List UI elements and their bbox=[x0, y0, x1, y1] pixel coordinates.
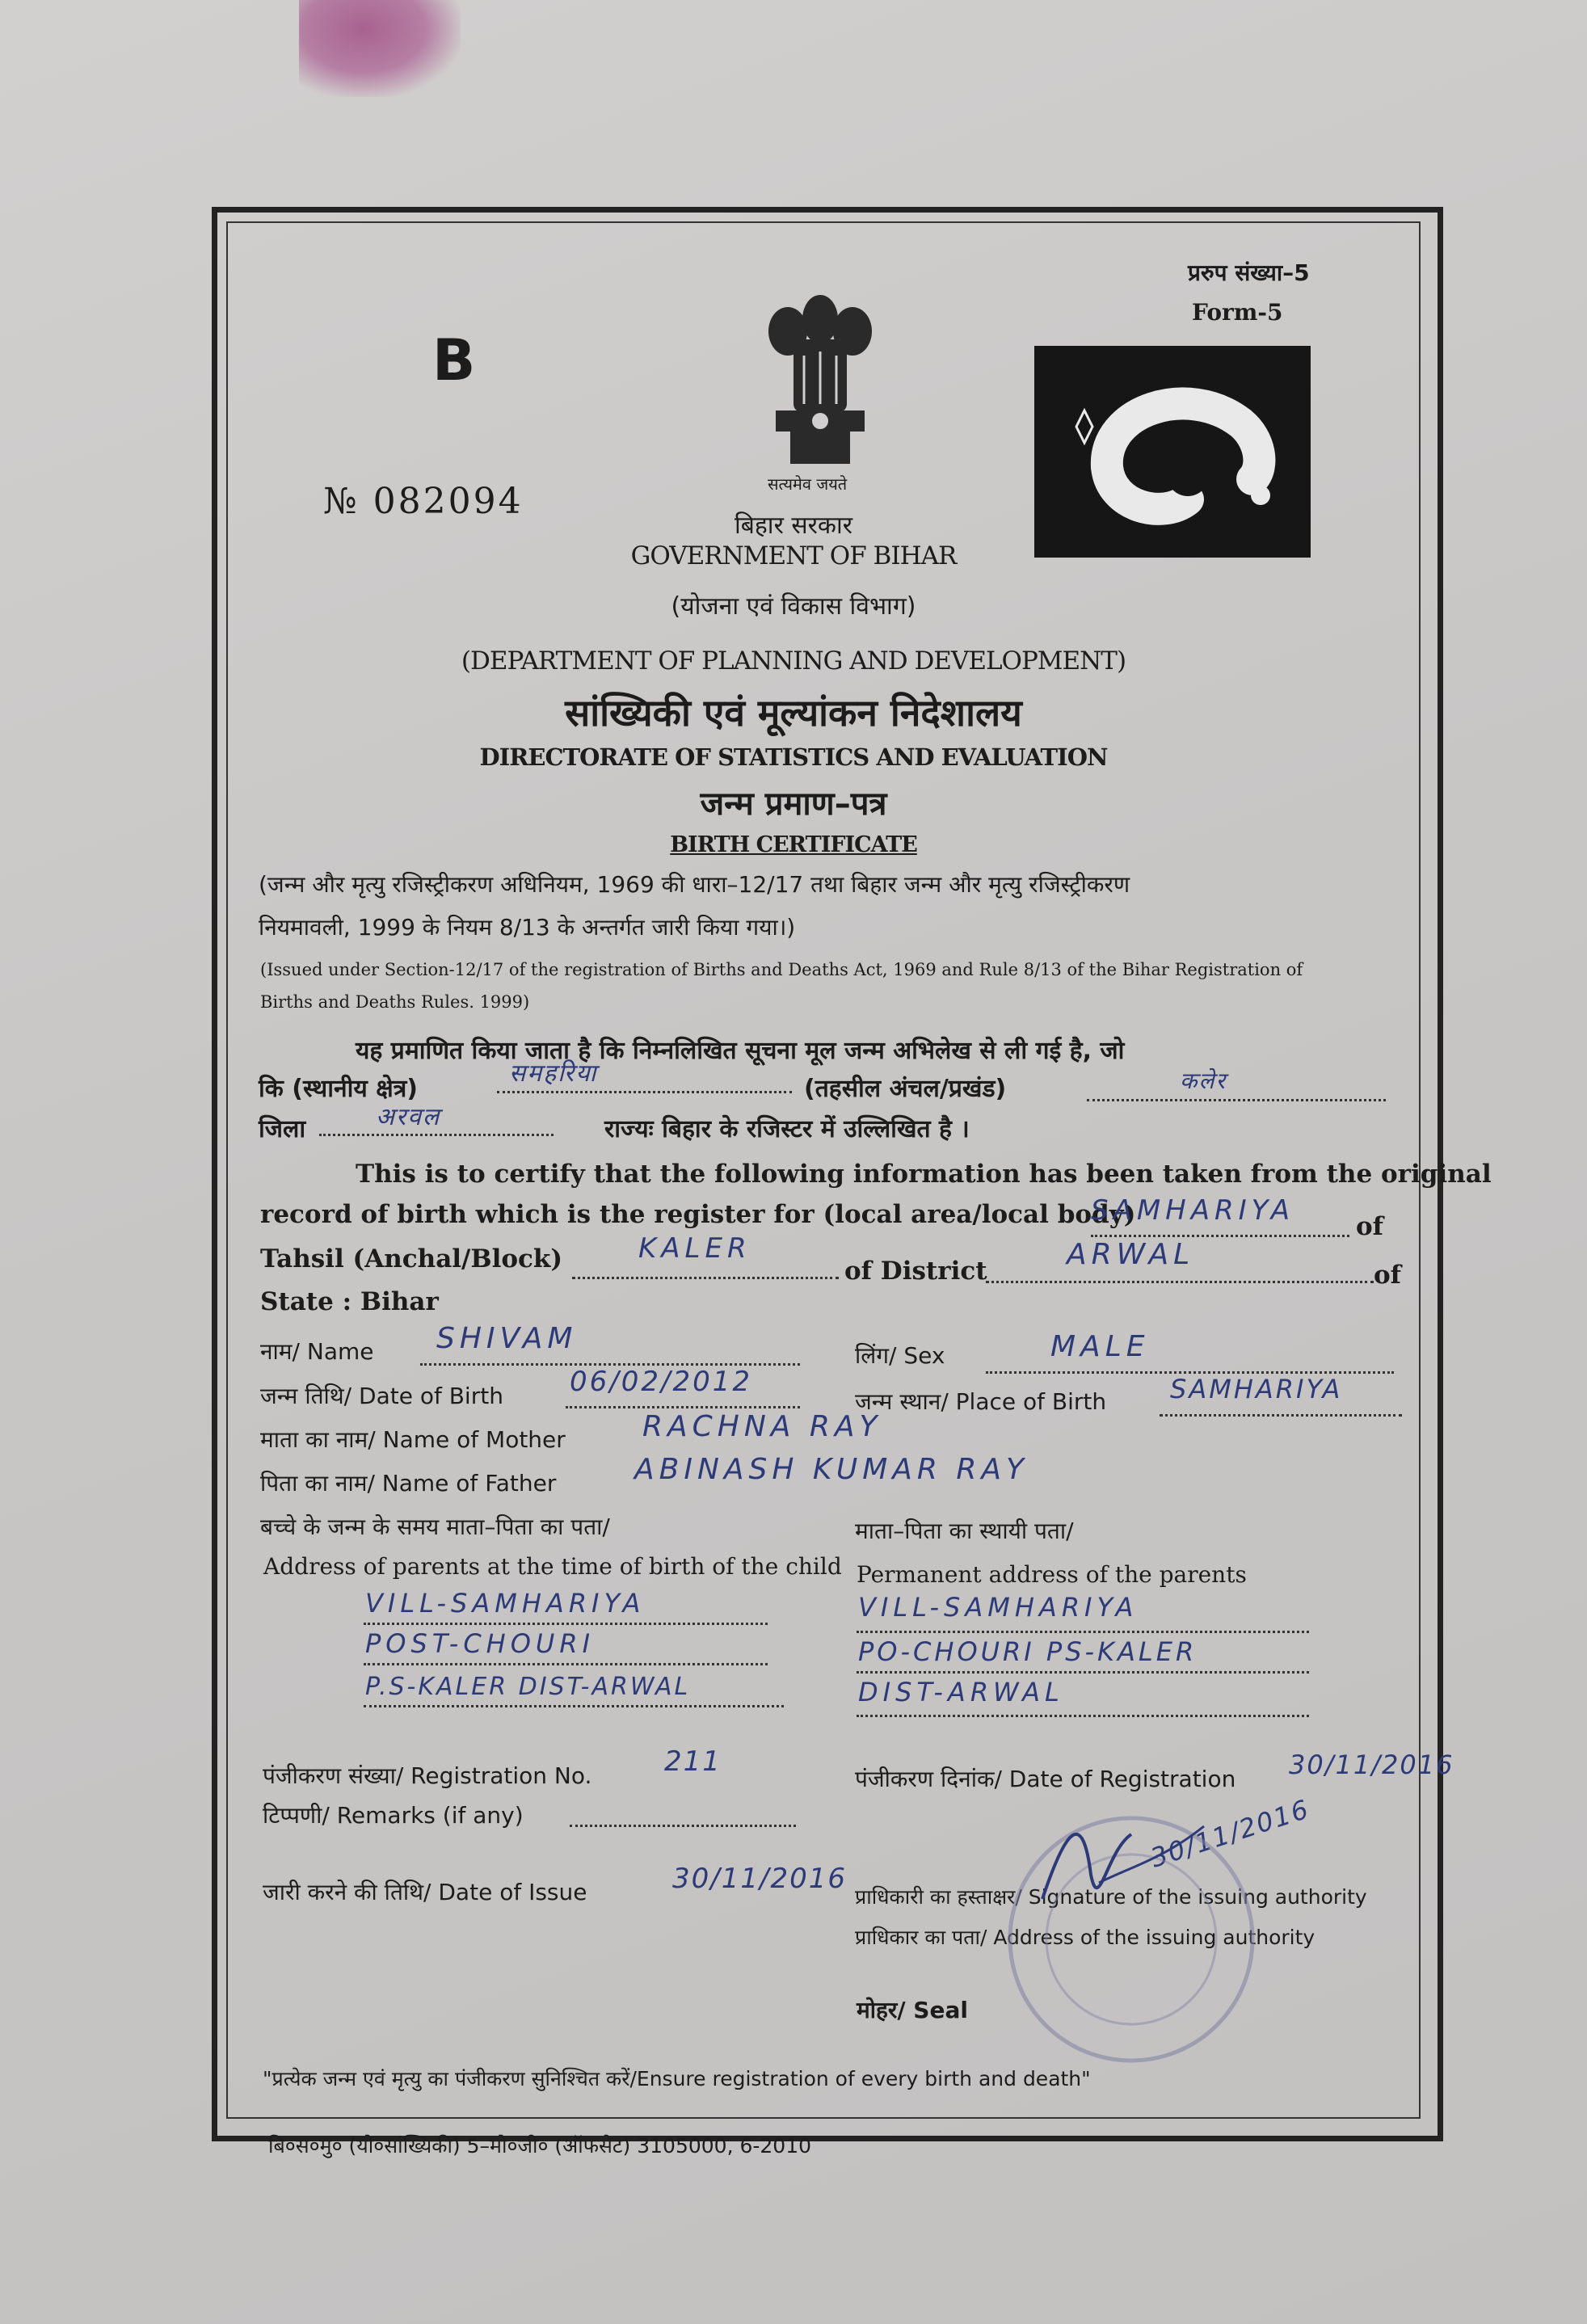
authority-address-label: प्राधिकार का पता/ Address of the issuing authority bbox=[855, 1926, 1315, 1949]
block-label: Tahsil (Anchal/Block) bbox=[260, 1244, 563, 1274]
act-text-hindi-line1: (जन्म और मृत्यु रजिस्ट्रीकरण अधिनियम, 1969 की धारा–12/17 तथा बिहार जन्म और मृत्यु रजिस्ट्रीकरण bbox=[259, 871, 1130, 898]
pob-value: SAMHARIYA bbox=[1170, 1374, 1343, 1404]
certify-english-line3-suffix: of bbox=[1374, 1261, 1402, 1290]
footer-note: "प्रत्येक जन्म एवं मृत्यु का पंजीकरण सुनिश्चित करें/Ensure registration of every birth and death" bbox=[263, 2067, 1091, 2090]
district-value: ARWAL bbox=[1067, 1238, 1195, 1271]
address-permanent-label: Permanent address of the parents bbox=[857, 1561, 1247, 1588]
registration-date-label: पंजीकरण दिनांक/ Date of Registration bbox=[855, 1766, 1236, 1792]
sex-value: MALE bbox=[1050, 1330, 1150, 1363]
certificate-title-hindi: जन्म प्रमाण–पत्र bbox=[700, 785, 887, 823]
signature-label: प्राधिकारी का हस्ताक्षर/ Signature of the issuing authority bbox=[855, 1885, 1367, 1909]
pob-line bbox=[1160, 1414, 1402, 1417]
district-hindi-label: जिला bbox=[259, 1115, 306, 1143]
address-permanent-rule1 bbox=[857, 1631, 1309, 1633]
address-birth-label-hindi: बच्चे के जन्म के समय माता–पिता का पता/ bbox=[260, 1514, 610, 1540]
mother-label: माता का नाम/ Name of Mother bbox=[260, 1426, 566, 1453]
address-birth-label: Address of parents at the time of birth of the child bbox=[263, 1553, 842, 1580]
department-title: (DEPARTMENT OF PLANNING AND DEVELOPMENT) bbox=[461, 646, 1126, 676]
remarks-line bbox=[570, 1825, 796, 1827]
series-letter: B bbox=[432, 327, 476, 394]
certify-english-line2-suffix: of bbox=[1356, 1212, 1384, 1241]
local-area-hindi-value: समहरिया bbox=[509, 1059, 598, 1088]
issue-date-value: 30/11/2016 bbox=[672, 1863, 847, 1895]
local-area-hindi-line bbox=[497, 1091, 792, 1093]
dob-value: 06/02/2012 bbox=[570, 1366, 752, 1398]
address-birth-rule2 bbox=[364, 1663, 768, 1665]
name-label: नाम/ Name bbox=[260, 1338, 374, 1365]
certify-hindi-line1: यह प्रमाणित किया जाता है कि निम्नलिखित सूचना मूल जन्म अभिलेख से ली गई है, जो bbox=[356, 1037, 1125, 1065]
act-text-line1: (Issued under Section-12/17 of the registration of Births and Deaths Act, 1969 and Rule 8/13 of the Bihar Registration of bbox=[260, 960, 1303, 979]
district-hindi-value: अरवल bbox=[376, 1103, 441, 1131]
government-hindi: बिहार सरकार bbox=[734, 512, 853, 540]
district-label: of District bbox=[844, 1257, 987, 1286]
state-label: State : Bihar bbox=[260, 1287, 439, 1316]
act-text-line2: Births and Deaths Rules. 1999) bbox=[260, 992, 530, 1012]
national-emblem-icon bbox=[743, 275, 897, 493]
certificate-title: BIRTH CERTIFICATE bbox=[670, 832, 917, 857]
address-birth-line3: P.S-KALER DIST-ARWAL bbox=[365, 1673, 691, 1701]
government-title: GOVERNMENT OF BIHAR bbox=[630, 541, 957, 570]
address-permanent-rule2 bbox=[857, 1671, 1309, 1674]
father-label: पिता का नाम/ Name of Father bbox=[260, 1470, 557, 1497]
dob-line bbox=[566, 1406, 800, 1408]
address-permanent-line3: DIST-ARWAL bbox=[858, 1677, 1064, 1707]
district-hindi-line bbox=[319, 1134, 554, 1136]
remarks-label: टिप्पणी/ Remarks (if any) bbox=[263, 1802, 524, 1829]
certify-english-local-body-label: record of birth which is the register for (local area/local body) bbox=[260, 1200, 1136, 1229]
district-line bbox=[986, 1281, 1374, 1283]
block-hindi-value: कलेर bbox=[1180, 1067, 1227, 1094]
form-number: Form-5 bbox=[1192, 299, 1283, 326]
address-permanent-line2: PO-CHOURI PS-KALER bbox=[858, 1636, 1198, 1667]
certify-hindi-local-area-label: कि (स्थानीय क्षेत्र) bbox=[259, 1075, 419, 1103]
department-hindi: (योजना एवं विकास विभाग) bbox=[671, 592, 916, 621]
act-text-hindi-line2: नियमावली, 1999 के नियम 8/13 के अन्तर्गत जारी किया गया।) bbox=[259, 914, 796, 941]
directorate-title: DIRECTORATE OF STATISTICS AND EVALUATION bbox=[479, 743, 1108, 771]
issue-date-label: जारी करने की तिथि/ Date of Issue bbox=[263, 1879, 587, 1905]
certify-english-line1: This is to certify that the following information has been taken from the original bbox=[356, 1160, 1492, 1189]
address-permanent-rule3 bbox=[857, 1715, 1309, 1717]
name-value: SHIVAM bbox=[436, 1322, 578, 1355]
address-permanent-line1: VILL-SAMHARIYA bbox=[858, 1592, 1139, 1623]
dob-label: जन्म तिथि/ Date of Birth bbox=[260, 1383, 503, 1409]
registration-number-value: 211 bbox=[664, 1745, 722, 1778]
local-body-value: SAMHARIYA bbox=[1091, 1194, 1295, 1227]
local-body-line bbox=[1091, 1235, 1349, 1237]
print-line: बि०स०मु० (यो०सांख्यिकी) 5–मो०जी० (ऑफसेट) 3105000, 6-2010 bbox=[268, 2134, 812, 2158]
address-birth-rule1 bbox=[364, 1623, 768, 1625]
official-seal-stamp-icon bbox=[945, 1778, 1285, 2077]
sex-label: लिंग/ Sex bbox=[855, 1342, 945, 1369]
address-birth-line2: POST-CHOURI bbox=[365, 1628, 596, 1659]
signature-date: 30/11/2016 bbox=[1147, 1793, 1314, 1874]
mother-value: RACHNA RAY bbox=[642, 1410, 882, 1443]
certify-hindi-line3-suffix: राज्यः बिहार के रजिस्टर में उल्लिखित है । bbox=[604, 1115, 970, 1143]
form-number-hindi: प्ररुप संख्या–5 bbox=[1188, 259, 1310, 286]
block-value: KALER bbox=[638, 1232, 751, 1265]
registration-date-value: 30/11/2016 bbox=[1289, 1749, 1454, 1780]
address-birth-rule3 bbox=[364, 1705, 784, 1707]
address-birth-line1: VILL-SAMHARIYA bbox=[365, 1588, 646, 1619]
registration-number-label: पंजीकरण संख्या/ Registration No. bbox=[263, 1762, 592, 1789]
ink-stain bbox=[299, 0, 461, 97]
emblem-motto: सत्यमेव जयते bbox=[768, 474, 848, 494]
block-hindi-label: (तहसील अंचल/प्रखंड) bbox=[804, 1075, 1007, 1103]
pob-label: जन्म स्थान/ Place of Birth bbox=[855, 1388, 1107, 1415]
block-line bbox=[572, 1277, 839, 1279]
father-value: ABINASH KUMAR RAY bbox=[634, 1453, 1029, 1486]
seal-label: मोहर/ Seal bbox=[857, 1997, 968, 2023]
address-permanent-label-hindi: माता–पिता का स्थायी पता/ bbox=[855, 1518, 1074, 1544]
serial-number: № 082094 bbox=[323, 481, 524, 522]
block-hindi-line bbox=[1087, 1099, 1386, 1101]
directorate-hindi: सांख्यिकी एवं मूल्यांकन निदेशालय bbox=[565, 691, 1022, 735]
